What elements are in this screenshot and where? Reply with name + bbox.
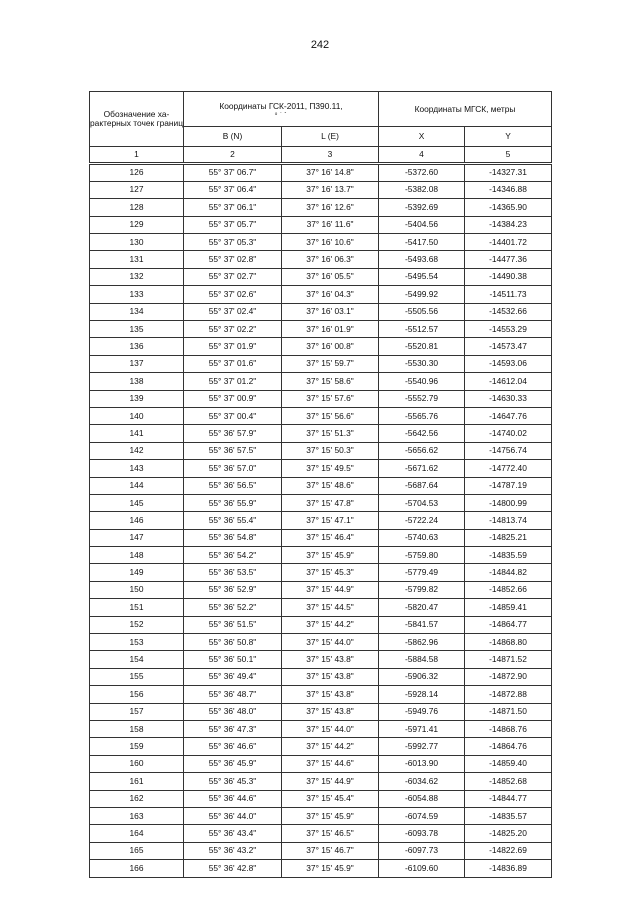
header-point-designation: Обозначение ха-рактерных точек границ	[90, 92, 184, 147]
header-l: L (E)	[282, 127, 379, 147]
point-id-cell: 162	[90, 790, 184, 807]
x-cell: -5392.69	[379, 199, 465, 216]
x-cell: -6054.88	[379, 790, 465, 807]
point-id-cell: 157	[90, 703, 184, 720]
point-id-cell: 131	[90, 251, 184, 268]
x-cell: -5656.62	[379, 442, 465, 459]
latitude-cell: 55° 36' 57.9"	[184, 425, 282, 442]
x-cell: -5820.47	[379, 599, 465, 616]
x-cell: -5495.54	[379, 268, 465, 285]
longitude-cell: 37° 15' 44.6"	[282, 755, 379, 772]
table-row	[90, 686, 552, 703]
y-cell: -14593.06	[465, 355, 552, 372]
longitude-cell: 37° 15' 43.8"	[282, 668, 379, 685]
x-cell: -5949.76	[379, 703, 465, 720]
point-id-cell: 138	[90, 373, 184, 390]
y-cell: -14813.74	[465, 512, 552, 529]
table-row	[90, 425, 552, 442]
y-cell: -14825.21	[465, 529, 552, 546]
y-cell: -14800.99	[465, 494, 552, 511]
longitude-cell: 37° 16' 05.5"	[282, 268, 379, 285]
latitude-cell: 55° 37' 01.6"	[184, 355, 282, 372]
point-id-cell: 137	[90, 355, 184, 372]
table-row	[90, 460, 552, 477]
point-id-cell: 129	[90, 216, 184, 233]
header-gsk-units: о ' "	[274, 111, 288, 117]
table-row	[90, 286, 552, 303]
x-cell: -5687.64	[379, 477, 465, 494]
table-row	[90, 234, 552, 251]
x-cell: -5799.82	[379, 581, 465, 598]
header-gsk-title: Координаты ГСК-2011, П390.11,	[219, 101, 343, 112]
table-body	[90, 163, 552, 877]
header-mgsk-group: Координаты МГСК, метры	[379, 92, 552, 127]
longitude-cell: 37° 15' 45.9"	[282, 807, 379, 824]
latitude-cell: 55° 37' 06.7"	[184, 163, 282, 181]
table-row	[90, 321, 552, 338]
point-id-cell: 159	[90, 738, 184, 755]
point-id-cell: 141	[90, 425, 184, 442]
latitude-cell: 55° 36' 50.1"	[184, 651, 282, 668]
x-cell: -6034.62	[379, 773, 465, 790]
longitude-cell: 37° 15' 47.1"	[282, 512, 379, 529]
x-cell: -5928.14	[379, 686, 465, 703]
y-cell: -14787.19	[465, 477, 552, 494]
coordinates-table	[89, 91, 552, 878]
longitude-cell: 37° 15' 58.6"	[282, 373, 379, 390]
point-id-cell: 152	[90, 616, 184, 633]
latitude-cell: 55° 36' 57.0"	[184, 460, 282, 477]
latitude-cell: 55° 36' 53.5"	[184, 564, 282, 581]
longitude-cell: 37° 15' 56.6"	[282, 407, 379, 424]
x-cell: -5704.53	[379, 494, 465, 511]
table-row	[90, 355, 552, 372]
point-id-cell: 149	[90, 564, 184, 581]
x-cell: -5499.92	[379, 286, 465, 303]
latitude-cell: 55° 36' 54.2"	[184, 547, 282, 564]
latitude-cell: 55° 36' 51.5"	[184, 616, 282, 633]
y-cell: -14852.68	[465, 773, 552, 790]
x-cell: -5372.60	[379, 163, 465, 181]
latitude-cell: 55° 37' 02.2"	[184, 321, 282, 338]
latitude-cell: 55° 37' 06.1"	[184, 199, 282, 216]
y-cell: -14477.36	[465, 251, 552, 268]
latitude-cell: 55° 37' 02.6"	[184, 286, 282, 303]
x-cell: -5552.79	[379, 390, 465, 407]
latitude-cell: 55° 36' 49.4"	[184, 668, 282, 685]
y-cell: -14871.52	[465, 651, 552, 668]
latitude-cell: 55° 36' 56.5"	[184, 477, 282, 494]
latitude-cell: 55° 36' 57.5"	[184, 442, 282, 459]
y-cell: -14532.66	[465, 303, 552, 320]
y-cell: -14835.59	[465, 547, 552, 564]
point-id-cell: 164	[90, 825, 184, 842]
point-id-cell: 150	[90, 581, 184, 598]
x-cell: -6109.60	[379, 860, 465, 877]
latitude-cell: 55° 36' 43.2"	[184, 842, 282, 859]
point-id-cell: 148	[90, 547, 184, 564]
y-cell: -14553.29	[465, 321, 552, 338]
latitude-cell: 55° 37' 02.4"	[184, 303, 282, 320]
latitude-cell: 55° 37' 00.4"	[184, 407, 282, 424]
longitude-cell: 37° 16' 14.8"	[282, 163, 379, 181]
table-row	[90, 181, 552, 198]
latitude-cell: 55° 36' 45.3"	[184, 773, 282, 790]
latitude-cell: 55° 37' 00.9"	[184, 390, 282, 407]
table-row	[90, 564, 552, 581]
latitude-cell: 55° 36' 55.9"	[184, 494, 282, 511]
table-row	[90, 338, 552, 355]
header-gsk-group	[184, 92, 379, 127]
column-number: 3	[282, 147, 379, 164]
y-cell: -14630.33	[465, 390, 552, 407]
y-cell: -14772.40	[465, 460, 552, 477]
table-row	[90, 216, 552, 233]
point-id-cell: 147	[90, 529, 184, 546]
latitude-cell: 55° 36' 55.4"	[184, 512, 282, 529]
table-row	[90, 547, 552, 564]
point-id-cell: 153	[90, 634, 184, 651]
point-id-cell: 140	[90, 407, 184, 424]
longitude-cell: 37° 15' 45.9"	[282, 860, 379, 877]
x-cell: -5512.57	[379, 321, 465, 338]
point-id-cell: 126	[90, 163, 184, 181]
x-cell: -6093.78	[379, 825, 465, 842]
table-row	[90, 199, 552, 216]
longitude-cell: 37° 15' 44.2"	[282, 616, 379, 633]
header-y: Y	[465, 127, 552, 147]
table-row	[90, 477, 552, 494]
header-b: B (N)	[184, 127, 282, 147]
longitude-cell: 37° 16' 11.6"	[282, 216, 379, 233]
table-row	[90, 581, 552, 598]
point-id-cell: 166	[90, 860, 184, 877]
table-row	[90, 163, 552, 181]
x-cell: -5884.58	[379, 651, 465, 668]
x-cell: -5540.96	[379, 373, 465, 390]
y-cell: -14490.38	[465, 268, 552, 285]
point-id-cell: 133	[90, 286, 184, 303]
y-cell: -14573.47	[465, 338, 552, 355]
y-cell: -14365.90	[465, 199, 552, 216]
table-row	[90, 599, 552, 616]
latitude-cell: 55° 37' 01.2"	[184, 373, 282, 390]
longitude-cell: 37° 15' 46.7"	[282, 842, 379, 859]
table-row	[90, 634, 552, 651]
longitude-cell: 37° 15' 45.9"	[282, 547, 379, 564]
y-cell: -14835.57	[465, 807, 552, 824]
y-cell: -14871.50	[465, 703, 552, 720]
x-cell: -5642.56	[379, 425, 465, 442]
y-cell: -14401.72	[465, 234, 552, 251]
longitude-cell: 37° 16' 10.6"	[282, 234, 379, 251]
x-cell: -5779.49	[379, 564, 465, 581]
point-id-cell: 128	[90, 199, 184, 216]
latitude-cell: 55° 36' 50.8"	[184, 634, 282, 651]
y-cell: -14859.40	[465, 755, 552, 772]
longitude-cell: 37° 15' 44.0"	[282, 721, 379, 738]
x-cell: -5382.08	[379, 181, 465, 198]
longitude-cell: 37° 15' 59.7"	[282, 355, 379, 372]
table-row	[90, 494, 552, 511]
point-id-cell: 160	[90, 755, 184, 772]
longitude-cell: 37° 15' 44.9"	[282, 581, 379, 598]
x-cell: -5740.63	[379, 529, 465, 546]
longitude-cell: 37° 16' 12.6"	[282, 199, 379, 216]
table-row	[90, 825, 552, 842]
y-cell: -14825.20	[465, 825, 552, 842]
column-number: 1	[90, 147, 184, 164]
point-id-cell: 144	[90, 477, 184, 494]
latitude-cell: 55° 36' 42.8"	[184, 860, 282, 877]
y-cell: -14844.77	[465, 790, 552, 807]
y-cell: -14346.88	[465, 181, 552, 198]
longitude-cell: 37° 15' 57.6"	[282, 390, 379, 407]
y-cell: -14384.23	[465, 216, 552, 233]
x-cell: -6074.59	[379, 807, 465, 824]
table-row	[90, 616, 552, 633]
table-row	[90, 303, 552, 320]
longitude-cell: 37° 15' 43.8"	[282, 651, 379, 668]
point-id-cell: 130	[90, 234, 184, 251]
latitude-cell: 55° 36' 47.3"	[184, 721, 282, 738]
x-cell: -5530.30	[379, 355, 465, 372]
longitude-cell: 37° 16' 13.7"	[282, 181, 379, 198]
table-row	[90, 721, 552, 738]
table-row	[90, 512, 552, 529]
x-cell: -5671.62	[379, 460, 465, 477]
y-cell: -14836.89	[465, 860, 552, 877]
x-cell: -5505.56	[379, 303, 465, 320]
longitude-cell: 37° 15' 46.5"	[282, 825, 379, 842]
longitude-cell: 37° 15' 43.8"	[282, 703, 379, 720]
point-id-cell: 163	[90, 807, 184, 824]
table-row	[90, 755, 552, 772]
point-id-cell: 143	[90, 460, 184, 477]
longitude-cell: 37° 16' 00.8"	[282, 338, 379, 355]
y-cell: -14327.31	[465, 163, 552, 181]
table-row	[90, 390, 552, 407]
column-number-row	[90, 147, 552, 164]
x-cell: -5759.80	[379, 547, 465, 564]
x-cell: -5841.57	[379, 616, 465, 633]
y-cell: -14852.66	[465, 581, 552, 598]
point-id-cell: 154	[90, 651, 184, 668]
table-row	[90, 860, 552, 877]
x-cell: -6097.73	[379, 842, 465, 859]
latitude-cell: 55° 37' 05.7"	[184, 216, 282, 233]
table-row	[90, 790, 552, 807]
x-cell: -5417.50	[379, 234, 465, 251]
y-cell: -14872.88	[465, 686, 552, 703]
latitude-cell: 55° 36' 44.6"	[184, 790, 282, 807]
y-cell: -14864.76	[465, 738, 552, 755]
longitude-cell: 37° 16' 03.1"	[282, 303, 379, 320]
point-id-cell: 158	[90, 721, 184, 738]
y-cell: -14740.02	[465, 425, 552, 442]
latitude-cell: 55° 37' 02.7"	[184, 268, 282, 285]
point-id-cell: 146	[90, 512, 184, 529]
x-cell: -5520.81	[379, 338, 465, 355]
point-id-cell: 127	[90, 181, 184, 198]
y-cell: -14647.76	[465, 407, 552, 424]
y-cell: -14872.90	[465, 668, 552, 685]
point-id-cell: 156	[90, 686, 184, 703]
x-cell: -5971.41	[379, 721, 465, 738]
latitude-cell: 55° 36' 44.0"	[184, 807, 282, 824]
table-row	[90, 807, 552, 824]
table-row	[90, 842, 552, 859]
x-cell: -5493.68	[379, 251, 465, 268]
latitude-cell: 55° 36' 45.9"	[184, 755, 282, 772]
table-row	[90, 373, 552, 390]
y-cell: -14612.04	[465, 373, 552, 390]
point-id-cell: 139	[90, 390, 184, 407]
longitude-cell: 37° 15' 46.4"	[282, 529, 379, 546]
point-id-cell: 132	[90, 268, 184, 285]
table-row	[90, 442, 552, 459]
x-cell: -5722.24	[379, 512, 465, 529]
longitude-cell: 37° 15' 43.8"	[282, 686, 379, 703]
x-cell: -5992.77	[379, 738, 465, 755]
longitude-cell: 37° 16' 04.3"	[282, 286, 379, 303]
latitude-cell: 55° 36' 48.7"	[184, 686, 282, 703]
y-cell: -14868.76	[465, 721, 552, 738]
table-row	[90, 703, 552, 720]
latitude-cell: 55° 36' 52.2"	[184, 599, 282, 616]
y-cell: -14864.77	[465, 616, 552, 633]
table-row	[90, 668, 552, 685]
table-row	[90, 738, 552, 755]
y-cell: -14511.73	[465, 286, 552, 303]
longitude-cell: 37° 15' 44.2"	[282, 738, 379, 755]
x-cell: -5906.32	[379, 668, 465, 685]
latitude-cell: 55° 37' 06.4"	[184, 181, 282, 198]
column-number: 4	[379, 147, 465, 164]
page-number: 242	[310, 39, 330, 51]
longitude-cell: 37° 15' 50.3"	[282, 442, 379, 459]
latitude-cell: 55° 36' 48.0"	[184, 703, 282, 720]
longitude-cell: 37° 15' 45.3"	[282, 564, 379, 581]
latitude-cell: 55° 36' 52.9"	[184, 581, 282, 598]
longitude-cell: 37° 15' 48.6"	[282, 477, 379, 494]
point-id-cell: 142	[90, 442, 184, 459]
longitude-cell: 37° 15' 44.9"	[282, 773, 379, 790]
longitude-cell: 37° 15' 49.5"	[282, 460, 379, 477]
latitude-cell: 55° 37' 02.8"	[184, 251, 282, 268]
header-x: X	[379, 127, 465, 147]
point-id-cell: 165	[90, 842, 184, 859]
latitude-cell: 55° 36' 54.8"	[184, 529, 282, 546]
table-row	[90, 773, 552, 790]
x-cell: -5862.96	[379, 634, 465, 651]
y-cell: -14868.80	[465, 634, 552, 651]
table-row	[90, 529, 552, 546]
x-cell: -5565.76	[379, 407, 465, 424]
longitude-cell: 37° 15' 44.0"	[282, 634, 379, 651]
y-cell: -14822.69	[465, 842, 552, 859]
longitude-cell: 37° 16' 06.3"	[282, 251, 379, 268]
longitude-cell: 37° 15' 44.5"	[282, 599, 379, 616]
table-row	[90, 651, 552, 668]
point-id-cell: 145	[90, 494, 184, 511]
latitude-cell: 55° 36' 43.4"	[184, 825, 282, 842]
point-id-cell: 136	[90, 338, 184, 355]
latitude-cell: 55° 36' 46.6"	[184, 738, 282, 755]
point-id-cell: 161	[90, 773, 184, 790]
longitude-cell: 37° 15' 47.8"	[282, 494, 379, 511]
y-cell: -14844.82	[465, 564, 552, 581]
column-number: 2	[184, 147, 282, 164]
table-row	[90, 251, 552, 268]
longitude-cell: 37° 15' 45.4"	[282, 790, 379, 807]
y-cell: -14756.74	[465, 442, 552, 459]
x-cell: -6013.90	[379, 755, 465, 772]
point-id-cell: 151	[90, 599, 184, 616]
longitude-cell: 37° 16' 01.9"	[282, 321, 379, 338]
table-row	[90, 268, 552, 285]
point-id-cell: 134	[90, 303, 184, 320]
longitude-cell: 37° 15' 51.3"	[282, 425, 379, 442]
point-id-cell: 135	[90, 321, 184, 338]
column-number: 5	[465, 147, 552, 164]
y-cell: -14859.41	[465, 599, 552, 616]
point-id-cell: 155	[90, 668, 184, 685]
latitude-cell: 55° 37' 05.3"	[184, 234, 282, 251]
x-cell: -5404.56	[379, 216, 465, 233]
table-row	[90, 407, 552, 424]
latitude-cell: 55° 37' 01.9"	[184, 338, 282, 355]
